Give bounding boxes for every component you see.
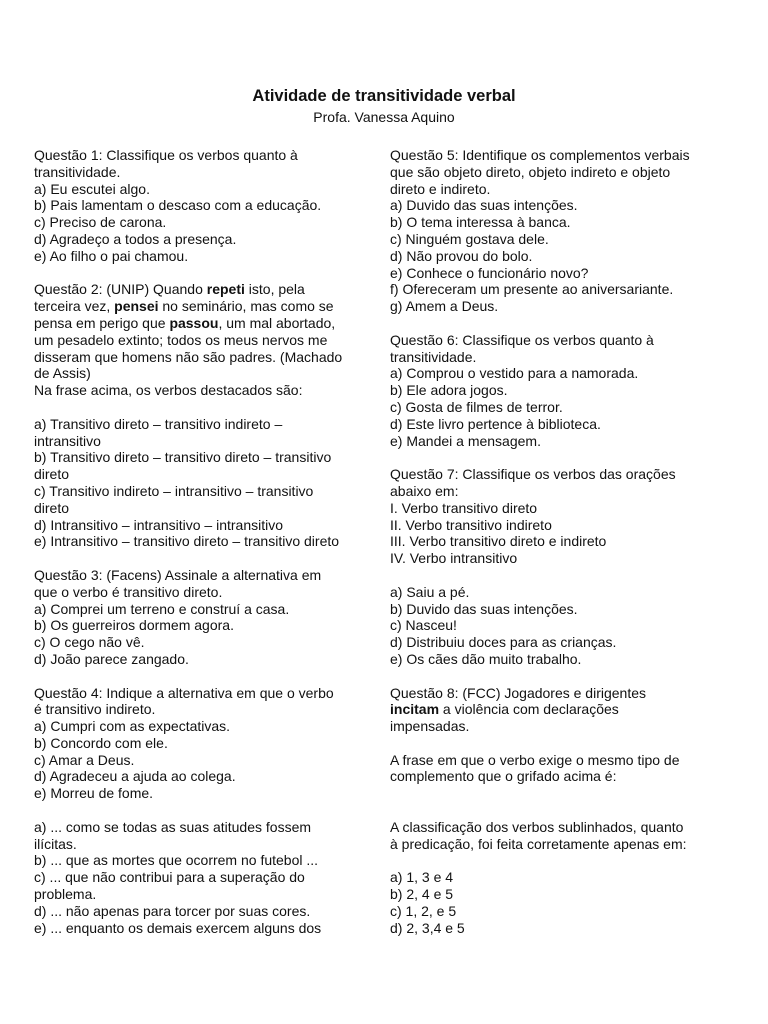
question-7-options [390, 584, 736, 668]
q5-line: direto e indireto. [390, 180, 491, 197]
q2-option-b: b) Transitivo direto – transitivo direto – transitivo [34, 449, 332, 466]
q7-line: abaixo em: [390, 482, 459, 499]
q2-option-a-cont: intransitivo [34, 432, 101, 449]
q7-category-2: II. Verbo transitivo indireto [390, 516, 552, 533]
q7-category-3: III. Verbo transitivo direto e indireto [390, 533, 607, 550]
q2-option-d: d) Intransitivo – intransitivo – intransitivo [34, 516, 283, 533]
q1-option-e: e) Ao filho o pai chamou. [34, 247, 189, 264]
q3-option-d: d) João parece zangado. [34, 650, 189, 667]
q6-option-c: c) Gosta de filmes de terror. [390, 398, 563, 415]
q4-line: Questão 4: Indique a alternativa em que o verbo [34, 684, 334, 701]
q7-option-b: b) Duvido das suas intenções. [390, 600, 578, 617]
classification-option-a: a) 1, 3 e 4 [390, 869, 454, 886]
page-author: Profa. Vanessa Aquino [313, 109, 455, 125]
q5-option-d: d) Não provou do bolo. [390, 247, 533, 264]
fragment-option-c: c) ... que não contribui para a superação do [34, 869, 305, 886]
q7-line: Questão 7: Classifique os verbos das orações [390, 466, 676, 483]
question-8 [390, 685, 736, 735]
q8-line [390, 701, 736, 718]
fragment-option-a-cont: ilícitas. [34, 835, 77, 852]
page-title: Atividade de transitividade verbal [252, 87, 516, 105]
q3-option-b: b) Os guerreiros dormem agora. [34, 617, 234, 634]
question-1 [34, 147, 380, 265]
question-2-options [34, 416, 380, 550]
q5-line: que são objeto direto, objeto indireto e objeto [390, 163, 671, 180]
q4-option-b: b) Concordo com ele. [34, 734, 168, 751]
question-2 [34, 281, 380, 399]
q5-option-g: g) Amem a Deus. [390, 298, 499, 315]
q3-option-c: c) O cego não vê. [34, 634, 145, 651]
q2-option-b-cont: direto [34, 466, 70, 483]
q6-option-a: a) Comprou o vestido para a namorada. [390, 365, 639, 382]
q2-highlighted-verb: pensei [114, 298, 159, 315]
q8-text: a violência com declarações [439, 701, 619, 718]
q2-text: no seminário, mas como se [158, 298, 334, 315]
fragment-option-e: e) ... enquanto os demais exercem alguns dos [34, 919, 322, 936]
q2-line [34, 281, 380, 298]
q4-option-a: a) Cumpri com as expectativas. [34, 718, 231, 735]
q4-option-c: c) Amar a Deus. [34, 751, 135, 768]
q2-option-c-cont: direto [34, 499, 70, 516]
q1-line: transitividade. [34, 163, 121, 180]
q1-option-b: b) Pais lamentam o descaso com a educação. [34, 197, 322, 214]
q2-highlighted-verb: repeti [206, 281, 245, 298]
question-4 [34, 685, 380, 803]
q2-line [34, 315, 380, 332]
q6-option-d: d) Este livro pertence à biblioteca. [390, 415, 601, 432]
right-column [390, 147, 736, 953]
q2-text: pensa em perigo que [34, 314, 170, 331]
q3-option-a: a) Comprei um terreno e construí a casa. [34, 600, 290, 617]
fragment-option-a: a) ... como se todas as suas atitudes fossem [34, 818, 312, 835]
q7-category-1: I. Verbo transitivo direto [390, 499, 538, 516]
q5-option-a: a) Duvido das suas intenções. [390, 197, 578, 214]
q2-text: terceira vez, [34, 298, 115, 315]
classification-option-b: b) 2, 4 e 5 [390, 886, 454, 903]
left-column [34, 147, 380, 953]
q8-highlighted-verb: incitam [390, 701, 440, 718]
q3-line: Questão 3: (Facens) Assinale a alternativa em [34, 566, 322, 583]
q2-line: disseram que homens não são padres. (Machado [34, 348, 343, 365]
q8-prompt-line: A frase em que o verbo exige o mesmo tipo de [390, 751, 680, 768]
fragment-options [34, 819, 380, 937]
q2-text: isto, pela [244, 281, 305, 298]
q6-option-e: e) Mandei a mensagem. [390, 432, 541, 449]
q1-option-d: d) Agradeço a todos a presença. [34, 230, 237, 247]
q5-option-f: f) Ofereceram um presente ao aniversariante. [390, 281, 674, 298]
classification-options [390, 869, 736, 936]
q2-line [34, 298, 380, 315]
q2-line: um pesadelo extinto; todos os meus nervos me [34, 331, 328, 348]
q1-line: Questão 1: Classifique os verbos quanto à [34, 147, 298, 163]
question-8-prompt [390, 752, 736, 786]
fragment-option-d: d) ... não apenas para torcer por suas cores. [34, 902, 311, 919]
q1-option-c: c) Preciso de carona. [34, 214, 167, 231]
q2-option-e: e) Intransitivo – transitivo direto – transitivo direto [34, 533, 340, 550]
q8-line: Questão 8: (FCC) Jogadores e dirigentes [390, 684, 647, 701]
q2-text: , um mal abortado, [218, 314, 336, 331]
q2-line: Na frase acima, os verbos destacados são: [34, 382, 303, 399]
fragment-option-b: b) ... que as mortes que ocorrem no futebol ... [34, 852, 319, 869]
q5-line: Questão 5: Identifique os complementos verbais [390, 147, 690, 163]
q6-line: transitividade. [390, 348, 477, 365]
q2-line: de Assis) [34, 365, 91, 382]
q7-option-d: d) Distribuiu doces para as crianças. [390, 634, 617, 651]
question-5 [390, 147, 736, 315]
q6-line: Questão 6: Classifique os verbos quanto à [390, 331, 654, 348]
q6-option-b: b) Ele adora jogos. [390, 382, 508, 399]
q7-category-4: IV. Verbo intransitivo [390, 550, 518, 567]
q4-option-e: e) Morreu de fome. [34, 785, 154, 802]
q2-option-c: c) Transitivo indireto – intransitivo – transitivo [34, 482, 314, 499]
q5-option-e: e) Conhece o funcionário novo? [390, 264, 589, 281]
q2-text: Questão 2: (UNIP) Quando [34, 281, 207, 298]
q3-line: que o verbo é transitivo direto. [34, 583, 223, 600]
classification-line: à predicação, foi feita corretamente apenas em: [390, 835, 687, 852]
q2-option-a: a) Transitivo direto – transitivo indireto – [34, 415, 283, 432]
q5-option-c: c) Ninguém gostava dele. [390, 230, 549, 247]
q4-option-d: d) Agradeceu a ajuda ao colega. [34, 768, 236, 785]
question-6 [390, 332, 736, 450]
fragment-option-c-cont: problema. [34, 886, 97, 903]
q7-option-e: e) Os cães dão muito trabalho. [390, 650, 582, 667]
classification-option-c: c) 1, 2, e 5 [390, 902, 457, 919]
classification-question [390, 819, 736, 853]
classification-line: A classificação dos verbos sublinhados, quanto [390, 818, 684, 835]
q8-prompt-line: complemento que o grifado acima é: [390, 768, 617, 785]
question-7 [390, 466, 736, 567]
q2-highlighted-verb: passou [169, 314, 219, 331]
q5-option-b: b) O tema interessa à banca. [390, 214, 571, 231]
q1-option-a: a) Eu escutei algo. [34, 180, 150, 197]
q4-line: é transitivo indireto. [34, 701, 156, 718]
q7-option-c: c) Nasceu! [390, 617, 457, 634]
classification-option-d: d) 2, 3,4 e 5 [390, 919, 465, 936]
question-3 [34, 567, 380, 668]
q7-option-a: a) Saiu a pé. [390, 583, 470, 600]
q8-line: impensadas. [390, 718, 470, 735]
